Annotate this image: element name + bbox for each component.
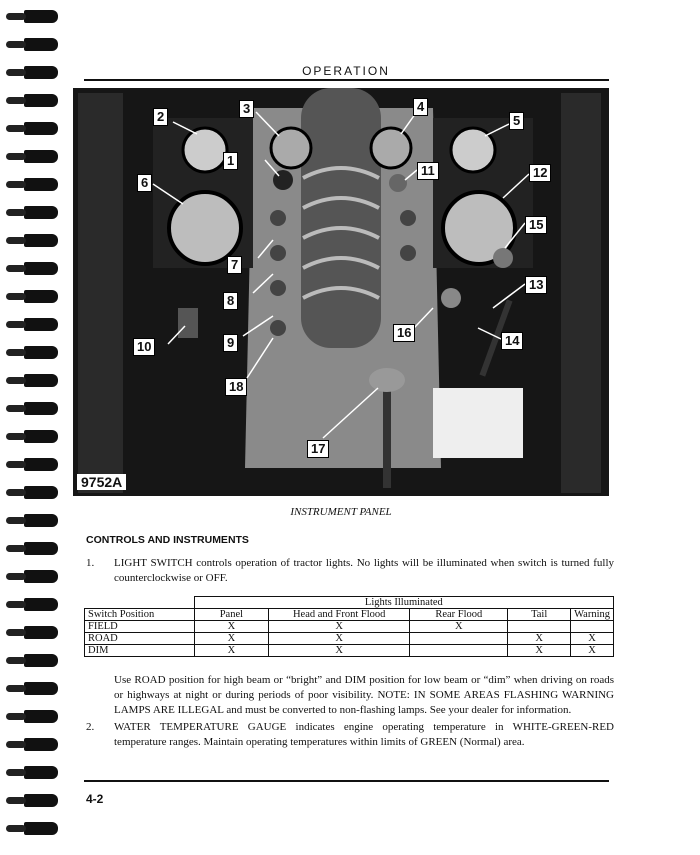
callout-11: 11 — [417, 162, 439, 180]
binding-ring — [24, 794, 58, 807]
binding-ring — [24, 738, 58, 751]
binding-ring — [24, 234, 58, 247]
column-header: Head and Front Flood — [269, 609, 410, 621]
table-cell: X — [269, 633, 410, 645]
item-text: LIGHT SWITCH controls operation of tractor lights. No lights will be illuminated when switch is turned fully counterclockwise or OFF. — [114, 557, 614, 584]
binding-ring — [24, 458, 58, 471]
binding-ring — [24, 430, 58, 443]
column-header: Rear Flood — [410, 609, 508, 621]
binding-ring — [24, 262, 58, 275]
page-header-title: OPERATION — [302, 64, 390, 78]
table-header-row — [85, 609, 614, 621]
callout-6: 6 — [137, 174, 152, 192]
binding-ring — [24, 682, 58, 695]
table-cell: X — [269, 621, 410, 633]
binding-ring — [24, 654, 58, 667]
figure-caption: INSTRUMENT PANEL — [290, 506, 392, 518]
callout-16: 16 — [393, 324, 415, 342]
binding-ring — [24, 346, 58, 359]
binding-ring — [24, 598, 58, 611]
table-cell — [85, 597, 195, 609]
binding-ring — [24, 626, 58, 639]
table-cell — [410, 633, 508, 645]
binding-ring — [24, 542, 58, 555]
callout-8: 8 — [223, 292, 238, 310]
binding-ring — [24, 710, 58, 723]
table-group-header: Lights Illuminated — [194, 597, 613, 609]
table-cell: X — [410, 621, 508, 633]
table-row — [85, 645, 614, 657]
callout-4: 4 — [413, 98, 428, 116]
callout-15: 15 — [525, 216, 547, 234]
photo-reference-label: 9752A — [77, 474, 126, 490]
callout-18: 18 — [225, 378, 247, 396]
header-rule — [84, 79, 609, 81]
binding-ring — [24, 178, 58, 191]
table-cell — [410, 645, 508, 657]
table-cell: X — [571, 633, 614, 645]
lights-table — [84, 596, 614, 657]
callout-14: 14 — [501, 332, 523, 350]
binding-ring — [24, 486, 58, 499]
column-header: Warning — [571, 609, 614, 621]
binding-ring — [24, 290, 58, 303]
table-cell: DIM — [85, 645, 195, 657]
binding-ring — [24, 766, 58, 779]
callout-9: 9 — [223, 334, 238, 352]
binding-ring — [24, 318, 58, 331]
table-cell: X — [508, 645, 571, 657]
callout-17: 17 — [307, 440, 329, 458]
binding-ring — [24, 150, 58, 163]
table-cell: X — [508, 633, 571, 645]
binding-ring — [24, 514, 58, 527]
table-cell: X — [269, 645, 410, 657]
binding-ring — [24, 94, 58, 107]
section-title: CONTROLS AND INSTRUMENTS — [86, 534, 249, 546]
binding-ring — [24, 822, 58, 835]
table-cell: X — [194, 633, 268, 645]
binding-ring — [24, 66, 58, 79]
item-number: 2. — [86, 721, 95, 733]
binding-ring — [24, 374, 58, 387]
binding-ring — [24, 206, 58, 219]
table-row — [85, 621, 614, 633]
binding-ring — [24, 10, 58, 23]
callout-13: 13 — [525, 276, 547, 294]
binding-ring — [24, 38, 58, 51]
item-number: 1. — [86, 557, 95, 569]
binding-ring — [24, 402, 58, 415]
callout-12: 12 — [529, 164, 551, 182]
callout-7: 7 — [227, 256, 242, 274]
item-text: WATER TEMPERATURE GAUGE indicates engine operating temperature in WHITE-GREEN-RED temperature ranges. Maintain operating temperatures within limits of GREEN (Normal) area. — [114, 721, 614, 748]
table-cell: FIELD — [85, 621, 195, 633]
column-header: Tail — [508, 609, 571, 621]
footer-rule — [84, 780, 609, 782]
callout-2: 2 — [153, 108, 168, 126]
table-cell — [571, 621, 614, 633]
callout-10: 10 — [133, 338, 155, 356]
instrument-panel-photo — [73, 88, 609, 496]
callout-1: 1 — [223, 152, 238, 170]
table-row — [85, 633, 614, 645]
table-cell: ROAD — [85, 633, 195, 645]
light-switch-note: Use ROAD position for high beam or “bright” and DIM position for low beam or “dim” when driving on roads or highways at night or during periods of poor visibility. NOTE: IN SOME AREAS FLASHING WARNING LAMPS ARE ILLEGAL and must be converted to non-flashing lamps. See your dealer for information. — [114, 674, 614, 716]
table-cell: X — [194, 621, 268, 633]
column-header: Switch Position — [85, 609, 195, 621]
column-header: Panel — [194, 609, 268, 621]
table-cell: X — [571, 645, 614, 657]
callout-3: 3 — [239, 100, 254, 118]
binding-ring — [24, 122, 58, 135]
binding-ring — [24, 570, 58, 583]
page-number: 4-2 — [86, 792, 104, 806]
table-cell: X — [194, 645, 268, 657]
table-group-header-row — [85, 597, 614, 609]
callout-5: 5 — [509, 112, 524, 130]
table-cell — [508, 621, 571, 633]
spiral-binding — [0, 0, 70, 855]
